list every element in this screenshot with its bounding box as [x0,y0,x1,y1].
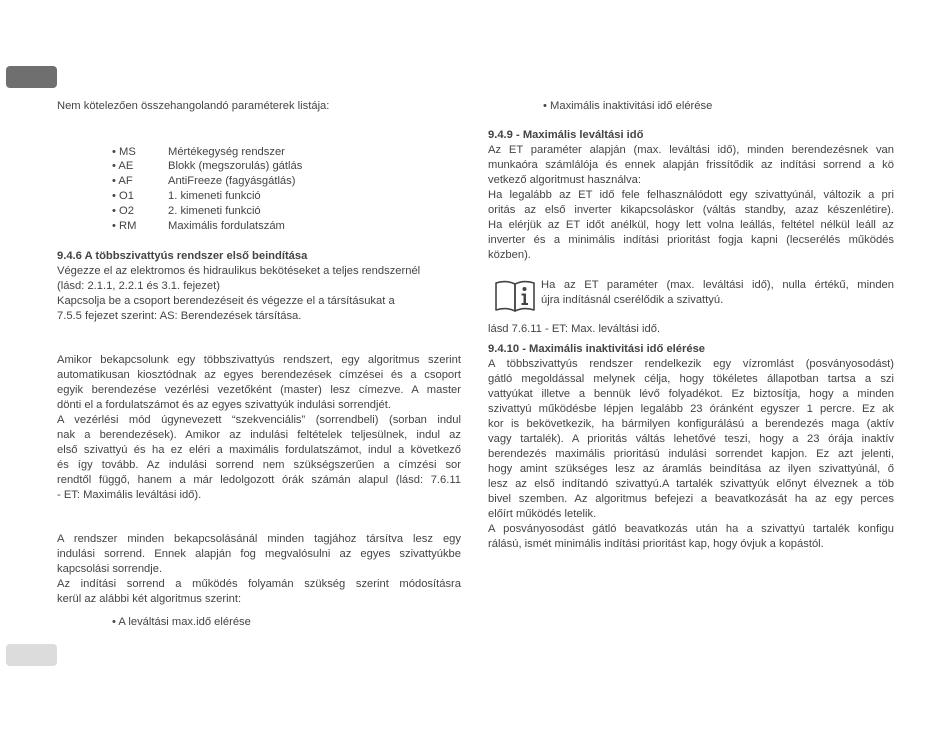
page-tab-marker-bottom [6,644,57,666]
page-tab-marker-top [6,66,57,88]
param-code: • O1 [112,190,134,202]
param-code: • AE [112,160,134,172]
text-line: lesz az első indítandó szivattyú.A tartalék szivattyúk előnyt élveznek a töb [488,478,894,490]
text-line: Az indítási sorrend a működés folyamán szükség szerint módosításra [57,578,461,590]
text-line: A posványosodást gátló beavatkozás után ha a szivattyú tartalék konfigu [488,523,894,535]
text-line: előírt működés letelik. [488,508,597,520]
text-line: szivattyú működésbe lépjen legalább 23 óránként egyszer 1 percre. Ez ak [488,403,894,415]
text-line: kor is bekövetkezik, ha bármilyen konfigurálású a berendezés maga (aktív [488,418,894,430]
text-line: dönti el a fordulatszámot és az egyes szivattyúk indulási sorrendjét. [57,399,391,411]
text-line: kerül az alábbi két algoritmus szerint: [57,593,242,605]
param-desc: Maximális fordulatszám [168,220,285,232]
param-item [112,189,261,204]
text-line: munkaóra számlálója és ennek alapján frissítődik az indítási sorrend a kö [488,159,894,171]
text-line: első szivattyú és ha ez eléri a maximális fordulatszámot, indul a következő [57,444,461,456]
param-desc: 2. kimeneti funkció [168,205,261,217]
section-heading-9-4-9: 9.4.9 - Maximális leváltási idő [488,129,644,141]
param-desc: AntiFreeze (fagyásgátlás) [168,175,296,187]
text-line: Kapcsolja be a csoport berendezéseit és végezze el a társításukat a [57,295,395,307]
text-line: A rendszer minden bekapcsolásánál minden tagjához társítva lesz egy [57,533,461,545]
text-line: indulási sorrend. Ennek alapján fog megvalósulni az egyes szivattyúkbe [57,548,461,560]
text-line: inverter és a minimális indítási prioritást fogja kapni (lecserélés működés [488,234,894,246]
text-line: Ha elérjük az ET időt anélkül, hogy lett volna leállás, feltétel nélkül leáll az [488,219,894,231]
param-code: • O2 [112,205,134,217]
text-line: egyik berendezése vezérlési vezetőként (master) lesz címezve. A master [57,384,461,396]
param-desc: Blokk (megszorulás) gátlás [168,160,303,172]
text-line: vetkező algoritmust használva: [488,174,641,186]
text-line: - ET: Maximális leváltási idő). [57,489,202,501]
param-desc: Mértékegység rendszer [168,146,285,158]
param-desc: 1. kimeneti funkció [168,190,261,202]
text-line: berendezés maximális prioritású indulási sorrendet kapjon. Ez azt jelenti, [488,448,894,460]
param-item [112,159,302,174]
param-code: • RM [112,220,137,232]
text-line: Végezze el az elektromos és hidraulikus bekötéseket a teljes rendszernél [57,265,421,277]
note-text-line: Ha az ET paraméter (max. leváltási idő), nulla értékű, minden [541,279,894,291]
param-item [112,145,285,160]
text-line: hogy amint szükséges lesz az áramlás beindítása az ilyen szivattyúnál, ő [488,463,894,475]
text-line: 7.5.5 fejezet szerint: AS: Berendezések társítása. [57,310,302,322]
params-intro: Nem kötelezően összehangolandó paraméterek listája: [57,100,330,112]
text-line: Amikor bekapcsolunk egy többszivattyús rendszert, egy algoritmus szerint [57,354,461,366]
param-item [112,174,295,189]
section-heading-9-4-10: 9.4.10 - Maximális inaktivitási idő elérése [488,343,706,355]
param-code: • MS [112,146,136,158]
bullet-item: • Maximális inaktivitási idő elérése [543,100,713,112]
note-text-line: újra indításnál cserélődik a szivattyú. [541,294,724,306]
text-line: rálású, ismét minimális indítási prioritást kap, hogy óvjuk a kopástól. [488,538,824,550]
reference-text: lásd 7.6.11 - ET: Max. leváltási idő. [488,323,661,335]
text-line: oritás az első inverter kikapcsoláskor (váltás standby, azaz készenlétire). [488,204,894,216]
bullet-item: • A leváltási max.idő elérése [112,616,251,628]
text-line: vagy tartalék). A prioritás váltás lehetővé teszi, hogy a 23 órája inaktív [488,433,894,445]
text-line: rendtől függő, hanem a már ledolgozott órák számán alapul (lásd: 7.6.11 [57,474,461,486]
text-line: és így tovább. Az indulási sorrend nem szükségszerűen a címzési sor [57,459,461,471]
text-line: (lásd: 2.1.1, 2.2.1 és 3.1. fejezet) [57,280,220,292]
text-line: bivel szemben. Az algoritmus befejezi a beavatkozását ha az egy perces [488,493,894,505]
text-line: automatikusan kiosztódnak az egyes berendezések címzései és a csoport [57,369,461,381]
text-line: közben). [488,249,531,261]
text-line: nak a berendezések). Amikor az indulási feltételek teljesülnek, indul az [57,429,461,441]
text-line: Az ET paraméter alapján (max. leváltási idő), minden berendezésnek van [488,144,894,156]
param-item [112,219,285,234]
text-line: A többszivattyús rendszer rendelkezik egy vízromlást (posványosodást) [488,358,894,370]
param-item [112,204,261,219]
param-code: • AF [112,175,133,187]
text-line: Ha legalább az ET idő fele felhasználódott egy szivattyúnál, változik a pri [488,189,894,201]
text-line: A vezérlési mód úgynevezett “szekvenciális” (sorrendbeli) (sorban indul [57,414,461,426]
text-line: kapcsolási sorrendje. [57,563,163,575]
text-line: vattyúkat illetve a bennük lévő folyadékot. Ez biztosítja, hogy a minden [488,388,894,400]
manual-info-icon [494,279,536,313]
section-heading-9-4-6: 9.4.6 A többszivattyús rendszer első beindítása [57,250,308,262]
text-line: gátló megoldással melynek célja, hogy tökéletes állapotban tartsa a szi [488,373,894,385]
